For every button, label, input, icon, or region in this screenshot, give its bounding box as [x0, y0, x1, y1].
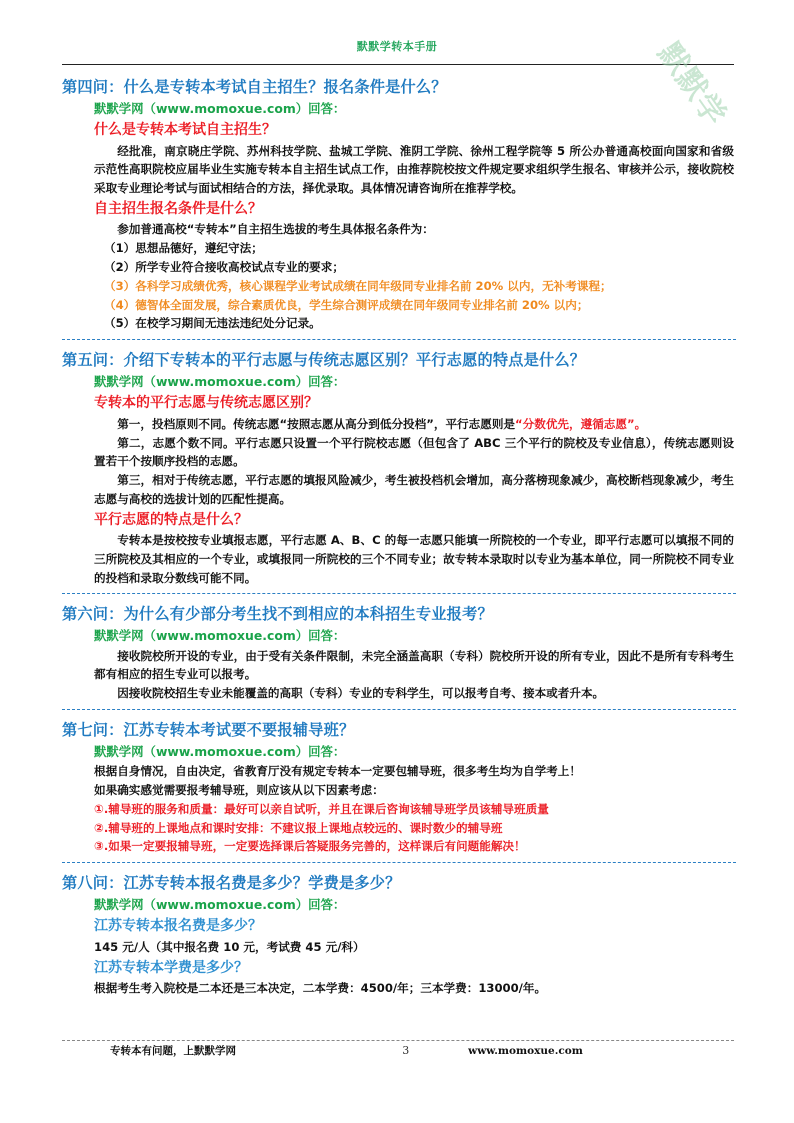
- footer-left-text: 专转本有问题，上默默学网: [110, 1045, 236, 1057]
- emphasis-text: “分数优先，遵循志愿”。: [515, 416, 647, 431]
- answer-label: 默默学网（www.momoxue.com）回答：: [94, 100, 346, 116]
- page-number: 3: [402, 1044, 410, 1057]
- list-item: （4）德智体全面发展，综合素质优良，学生综合测评成绩在同年级同专业排名前 20% 以内；: [104, 297, 589, 312]
- section-divider: [62, 709, 736, 710]
- section-divider: [62, 339, 736, 340]
- header-title: 默默学转本手册: [356, 40, 438, 53]
- list-item: （5）在校学习期间无违法违纪处分记录。: [104, 316, 321, 331]
- answer-label: 默默学网（www.momoxue.com）回答：: [94, 896, 346, 912]
- question-heading: 第五问：介绍下专转本的平行志愿与传统志愿区别？平行志愿的特点是什么？: [62, 351, 586, 370]
- subsection-heading: 自主招生报名条件是什么？: [94, 201, 262, 217]
- subsection-heading: 平行志愿的特点是什么？: [94, 511, 248, 528]
- section-q4: [62, 72, 736, 333]
- list-item: （3）各科学习成绩优秀，核心课程学业考试成绩在同年级同专业排名前 20% 以内，无补考课程；: [104, 278, 612, 293]
- answer-label: 默默学网（www.momoxue.com）回答：: [94, 743, 346, 759]
- subsection-heading: 什么是专转本考试自主招生？: [94, 122, 276, 139]
- paragraph: 参加普通高校“专转本”自主招生选拔的考生具体报名条件为：: [117, 222, 434, 237]
- paragraph: 根据自身情况，自由决定，省教育厅没有规定专转本一定要包辅导班，很多考生均为自学考上！: [94, 764, 581, 779]
- question-heading: 第七问：江苏专转本考试要不要报辅导班？: [62, 720, 355, 739]
- running-header: [60, 38, 734, 54]
- footer-rule: [62, 1040, 734, 1041]
- header-rule: [62, 64, 734, 65]
- running-footer: [62, 1043, 736, 1058]
- paragraph: 接收院校所开设的专业，由于受有关条件限制，未完全涵盖高职（专科）院校所开设的所有专业，因此不是所有专科考生都有相应的招生专业可以报考。: [94, 648, 734, 682]
- section-q7: [62, 715, 736, 856]
- paragraph: 因接收院校招生专业未能覆盖的高职（专科）专业的专科学生，可以报考自考、接本或者升本。: [117, 686, 605, 701]
- footer-site-url: www.momoxue.com: [468, 1044, 583, 1057]
- section-q6: [62, 599, 736, 703]
- paragraph: 经批准，南京晓庄学院、苏州科技学院、盐城工学院、淮阴工学院、徐州工程学院等 5 所公办普通高校面向国家和省级示范性高职院校应届毕业生实施专转本自主招生试点工作，由推荐院校按文件规定要求组织学生报名、审核并公示，接收院校采取专业理论考试与面试相结合的方法，择优录取。具体情况请咨询所在推荐学校。: [94, 143, 734, 196]
- question-heading: 第四问：什么是专转本考试自主招生？报名条件是什么？: [62, 78, 447, 96]
- document-content: [62, 72, 736, 998]
- section-q8: [62, 868, 736, 998]
- question-heading: 第八问：江苏专转本报名费是多少？学费是多少？: [62, 874, 401, 893]
- paragraph: 145 元/人（其中报名费 10 元，考试费 45 元/科）: [94, 939, 365, 954]
- list-item: ①.辅导班的服务和质量：最好可以亲自试听，并且在课后咨询该辅导班学员该辅导班质量: [94, 801, 549, 816]
- question-heading: 第六问：为什么有少部分考生找不到相应的本科招生专业报考？: [62, 605, 493, 624]
- paragraph: 第二，志愿个数不同。平行志愿只设置一个平行院校志愿（但包含了 ABC 三个平行的院校及专业信息），传统志愿则设置若干个按顺序投档的志愿。: [94, 435, 734, 469]
- section-divider: [62, 593, 736, 594]
- list-item: （1）思想品德好，遵纪守法；: [104, 241, 263, 256]
- paragraph: 根据考生考入院校是二本还是三本决定，二本学费：4500/年；三本学费：13000/年。: [94, 980, 547, 995]
- list-item: （2）所学专业符合接收高校试点专业的要求；: [104, 259, 344, 274]
- paragraph: 专转本是按校按专业填报志愿，平行志愿 A、B、C 的每一志愿只能填一所院校的一个专业，即平行志愿可以填报不同的三所院校及其相应的一个专业，或填报同一所院校的三个不同专业；故专转本录取时以专业为基本单位，同一所院校不同专业的投档和录取分数线可能不同。: [94, 533, 734, 585]
- subsection-heading: 专转本的平行志愿与传统志愿区别？: [94, 395, 318, 412]
- paragraph-text: 第一，投档原则不同。传统志愿“按照志愿从高分到低分投档”，平行志愿则是: [117, 416, 516, 431]
- watermark-text: 默默学: [650, 36, 733, 133]
- list-item: ②.辅导班的上课地点和课时安排：不建议报上课地点较远的、课时数少的辅导班: [94, 820, 503, 835]
- answer-label: 默默学网（www.momoxue.com）回答：: [94, 628, 346, 644]
- list-item: ③.如果一定要报辅导班，一定要选择课后答疑服务完善的，这样课后有问题能解决！: [94, 839, 526, 854]
- subsection-heading: 江苏专转本报名费是多少？: [94, 918, 262, 935]
- subsection-heading: 江苏专转本学费是多少？: [94, 959, 248, 976]
- paragraph: [94, 415, 734, 434]
- answer-label: 默默学网（www.momoxue.com）回答：: [94, 373, 346, 389]
- paragraph: 第三，相对于传统志愿，平行志愿的填报风险减少，考生被投档机会增加，高分落榜现象减少，高校断档现象减少，考生志愿与高校的选拔计划的匹配性提高。: [94, 473, 734, 506]
- paragraph: 如果确实感觉需要报考辅导班，则应该从以下因素考虑：: [94, 783, 384, 798]
- section-q5: [62, 345, 736, 587]
- section-divider: [62, 862, 736, 863]
